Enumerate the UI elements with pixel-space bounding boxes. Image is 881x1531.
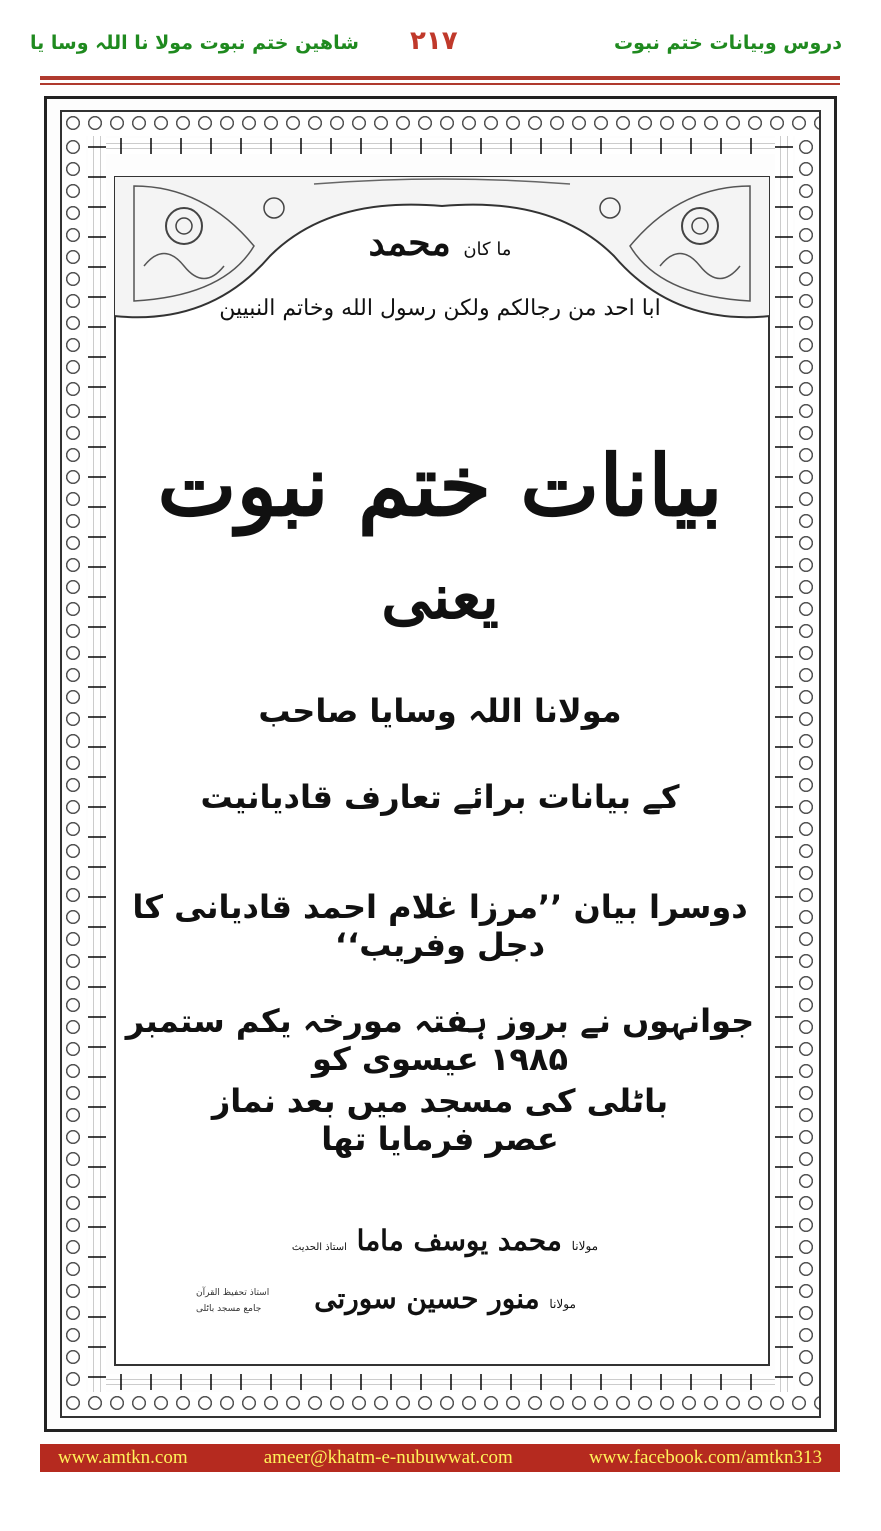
chain-border-top [106, 138, 775, 154]
quranic-verse: ابا احد من رجالكم ولكن رسول الله وخاتم النبيين [219, 296, 661, 321]
footer-facebook-link[interactable]: www.facebook.com/amtkn313 [588, 1447, 822, 1468]
book-title: بیانات ختم نبوت [157, 436, 723, 535]
page-number: ۲۱۷ [410, 26, 458, 56]
calligraphy-muhammad [320, 222, 560, 264]
calligraphy-small: ما كان [463, 239, 512, 260]
header-book-title: دروس وبیانات ختم نبوت [614, 32, 842, 54]
ornament-band-bottom [62, 1392, 819, 1416]
signature-yusuf [200, 1224, 690, 1257]
footer-website-link[interactable]: www.amtkn.com [58, 1447, 188, 1468]
date-line: جوانہوں نے بروز ہفتہ مورخہ یکم ستمبر ۱۹۸۵ عیسوی کو [125, 1002, 755, 1078]
ornament-band-left [62, 136, 86, 1392]
lecture-title-line: دوسرا بیان ’’مرزا غلام احمد قادیانی کا دجل وفریب‘‘ [132, 888, 748, 964]
signature2-name: منور حسین سورتی [314, 1282, 540, 1315]
page-footer [40, 1444, 840, 1472]
subject-line: کے بیانات برائے تعارف قادیانیت [200, 778, 680, 816]
calligraphy-name: محمد [368, 222, 451, 264]
chain-border-bottom [106, 1374, 775, 1390]
yani-heading: یعنی [381, 560, 499, 633]
header-rule-thick [40, 76, 840, 80]
signature2-prefix: مولانا [549, 1297, 576, 1311]
signature2-note-1: استاذ تحفیظ القرآن [196, 1288, 270, 1298]
signature1-name: محمد یوسف ماما [356, 1224, 562, 1257]
signature1-prefix: مولانا [571, 1239, 599, 1253]
signature2-note-2: جامع مسجد باٹلی [196, 1304, 262, 1314]
header-rule-thin [40, 83, 840, 85]
chain-border-left [88, 136, 106, 1392]
chain-border-right [775, 136, 793, 1392]
header-series-title: شاهین ختم نبوت مولا نا اللہ وسا یا [30, 32, 359, 54]
signature1-note: استاذ الحدیث [291, 1242, 347, 1253]
page-header [30, 22, 842, 66]
footer-email-link[interactable]: ameer@khatm-e-nubuwwat.com [263, 1447, 513, 1468]
author-line: مولانا اللہ وسایا صاحب [258, 692, 622, 730]
signature-munawwar [200, 1282, 690, 1315]
venue-line: باٹلی کی مسجد میں بعد نماز عصر فرمایا تھا [211, 1082, 669, 1158]
ornament-band-right [795, 136, 819, 1392]
ornament-band-top [62, 112, 819, 136]
arch-ornament [114, 176, 770, 376]
